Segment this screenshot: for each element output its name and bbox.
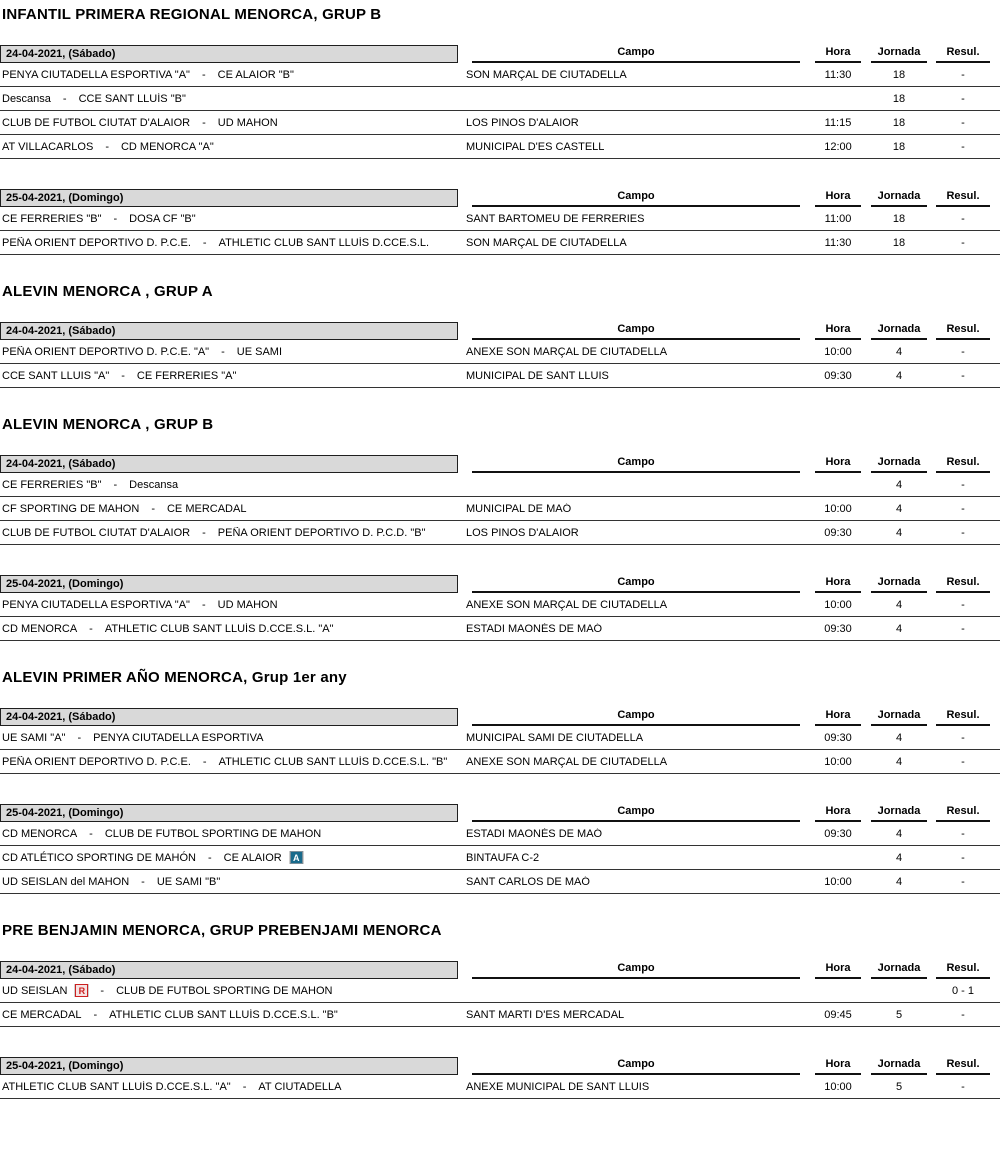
column-header-resul <box>932 323 994 340</box>
column-header-jornada <box>866 805 932 822</box>
table-row <box>0 135 1000 159</box>
date-header: 24-04-2021, (Sábado) <box>0 708 458 726</box>
match-cell <box>0 141 462 153</box>
vs-separator: - <box>105 140 109 153</box>
jornada-cell: 4 <box>895 755 903 768</box>
away-team: CE ALAIOR "B" <box>217 68 294 81</box>
campo-cell: SANT MARTI D'ES MERCADAL <box>466 1008 625 1021</box>
a-badge-icon: A <box>290 851 303 864</box>
home-team: UE SAMI "A" <box>2 731 66 744</box>
campo-cell: ESTADI MAONÉS DE MAÓ <box>466 827 603 840</box>
resul-cell: - <box>961 478 965 491</box>
column-header-hora <box>810 1058 866 1075</box>
hora-cell: 09:30 <box>824 526 852 539</box>
campo-cell: ANEXE SON MARÇAL DE CIUTADELLA <box>466 598 668 611</box>
vs-separator: - <box>221 345 225 358</box>
home-team: CF SPORTING DE MAHON <box>2 502 140 515</box>
match-cell <box>0 346 462 358</box>
table-row <box>0 726 1000 750</box>
table-row <box>0 870 1000 894</box>
vs-separator: - <box>202 755 207 768</box>
fixture-table <box>0 1055 1000 1099</box>
column-header-resul <box>932 962 994 979</box>
away-team: PENYA CIUTADELLA ESPORTIVA <box>93 731 264 744</box>
jornada-cell: 4 <box>895 598 903 611</box>
column-header-label-jornada: Jornada <box>871 962 927 979</box>
hora-cell: 11:00 <box>824 212 852 225</box>
table-row <box>0 340 1000 364</box>
date-header: 24-04-2021, (Sábado) <box>0 45 458 63</box>
resul-cell: - <box>961 827 965 840</box>
match-cell <box>0 851 462 864</box>
campo-cell: MUNICIPAL DE SANT LLUIS <box>466 369 609 382</box>
vs-separator: - <box>201 68 206 81</box>
hora-cell: 11:30 <box>824 236 852 249</box>
home-team: PEÑA ORIENT DEPORTIVO D. P.C.E. "A" <box>2 345 210 358</box>
vs-separator: - <box>202 236 207 249</box>
column-header-campo <box>462 576 810 593</box>
match-cell <box>0 117 462 129</box>
away-team: UD MAHON <box>217 116 278 129</box>
campo-cell: SANT CARLOS DE MAÓ <box>466 875 590 888</box>
column-header-hora <box>810 805 866 822</box>
campo-cell: ANEXE SON MARÇAL DE CIUTADELLA <box>466 755 668 768</box>
away-team: ATHLETIC CLUB SANT LLUÍS D.CCE.S.L. "B" <box>218 755 448 768</box>
column-header-jornada <box>866 323 932 340</box>
column-header-label-resul: Resul. <box>936 46 990 63</box>
table-header-row <box>0 320 1000 340</box>
away-team: ATHLETIC CLUB SANT LLUÍS D.CCE.S.L. <box>218 236 430 249</box>
column-header-label-hora: Hora <box>815 709 861 726</box>
column-header-label-hora: Hora <box>815 190 861 207</box>
jornada-cell: 18 <box>892 236 906 249</box>
away-team: ATHLETIC CLUB SANT LLUÍS D.CCE.S.L. "A" <box>104 622 334 635</box>
campo-cell: MUNICIPAL SAMI DE CIUTADELLA <box>466 731 644 744</box>
column-header-jornada <box>866 456 932 473</box>
campo-cell: BINTAUFA C-2 <box>466 851 540 864</box>
table-row <box>0 1075 1000 1099</box>
jornada-cell: 18 <box>892 140 906 153</box>
table-row <box>0 979 1000 1003</box>
home-team: CE FERRERIES "B" <box>2 212 102 225</box>
match-cell <box>0 1081 462 1093</box>
table-header-row <box>0 1055 1000 1075</box>
column-header-label-campo: Campo <box>472 456 800 473</box>
fixture-table <box>0 453 1000 545</box>
table-row <box>0 521 1000 545</box>
vs-separator: - <box>89 622 93 635</box>
table-row <box>0 231 1000 255</box>
campo-cell: MUNICIPAL D'ES CASTELL <box>466 140 605 153</box>
column-header-label-jornada: Jornada <box>871 46 927 63</box>
home-team: ATHLETIC CLUB SANT LLUÍS D.CCE.S.L. "A" <box>2 1080 231 1093</box>
match-cell <box>0 213 462 225</box>
table-header-row <box>0 573 1000 593</box>
column-header-jornada <box>866 1058 932 1075</box>
column-header-label-campo: Campo <box>472 962 800 979</box>
jornada-cell: 18 <box>892 116 906 129</box>
match-cell <box>0 237 462 249</box>
away-team: CE MERCADAL <box>166 502 247 515</box>
resul-cell: - <box>961 236 965 249</box>
home-team: UD SEISLAN del MAHON <box>2 875 130 888</box>
hora-cell: 09:30 <box>824 622 852 635</box>
fixture-table <box>0 802 1000 894</box>
vs-separator: - <box>89 827 93 840</box>
resul-cell: - <box>961 212 965 225</box>
fixture-table <box>0 187 1000 255</box>
resul-cell: - <box>961 369 965 382</box>
column-header-hora <box>810 46 866 63</box>
table-header-row <box>0 43 1000 63</box>
vs-separator: - <box>242 1080 247 1093</box>
column-header-label-jornada: Jornada <box>871 1058 927 1075</box>
vs-separator: - <box>201 598 206 611</box>
vs-separator: - <box>62 92 67 105</box>
table-row <box>0 846 1000 870</box>
match-cell <box>0 479 462 491</box>
column-header-label-resul: Resul. <box>936 190 990 207</box>
away-team: CD MENORCA "A" <box>120 140 214 153</box>
vs-separator: - <box>93 1008 98 1021</box>
away-team: UE SAMI <box>236 345 282 358</box>
match-cell <box>0 876 462 888</box>
match-cell <box>0 1009 462 1021</box>
campo-cell: LOS PINOS D'ALAIOR <box>466 116 579 129</box>
column-header-campo <box>462 323 810 340</box>
fixture-table <box>0 573 1000 641</box>
match-cell <box>0 503 462 515</box>
jornada-cell: 18 <box>892 68 906 81</box>
table-row <box>0 1003 1000 1027</box>
hora-cell: 10:00 <box>824 598 852 611</box>
home-team: CD MENORCA <box>2 622 78 635</box>
column-header-hora <box>810 962 866 979</box>
match-cell <box>0 370 462 382</box>
column-header-label-hora: Hora <box>815 805 861 822</box>
table-row <box>0 750 1000 774</box>
home-team: AT VILLACARLOS <box>2 140 94 153</box>
away-team: CE FERRERIES "A" <box>136 369 237 382</box>
column-header-hora <box>810 190 866 207</box>
r-badge-icon: R <box>75 984 88 997</box>
match-cell <box>0 828 462 840</box>
fixture-table <box>0 706 1000 774</box>
hora-cell: 09:45 <box>824 1008 852 1021</box>
resul-cell: - <box>961 851 965 864</box>
resul-cell: - <box>961 140 965 153</box>
hora-cell: 10:00 <box>824 755 852 768</box>
column-header-jornada <box>866 709 932 726</box>
table-header-row <box>0 187 1000 207</box>
section-title: ALEVIN MENORCA , GRUP A <box>2 283 213 300</box>
column-header-label-jornada: Jornada <box>871 805 927 822</box>
column-header-campo <box>462 962 810 979</box>
away-team: DOSA CF "B" <box>129 212 196 225</box>
column-header-jornada <box>866 190 932 207</box>
away-team: AT CIUTADELLA <box>258 1080 342 1093</box>
column-header-campo <box>462 805 810 822</box>
hora-cell: 09:30 <box>824 731 852 744</box>
column-header-resul <box>932 46 994 63</box>
section-title: PRE BENJAMIN MENORCA, GRUP PREBENJAMI MENORCA <box>2 922 442 939</box>
vs-separator: - <box>77 731 82 744</box>
table-row <box>0 63 1000 87</box>
column-header-label-campo: Campo <box>472 1058 800 1075</box>
match-cell <box>0 93 462 105</box>
home-team: PEÑA ORIENT DEPORTIVO D. P.C.E. <box>2 755 191 768</box>
column-header-hora <box>810 323 866 340</box>
home-team: CCE SANT LLUIS "A" <box>2 369 110 382</box>
match-cell <box>0 732 462 744</box>
table-row <box>0 497 1000 521</box>
home-team: CE FERRERIES "B" <box>2 478 102 491</box>
column-header-jornada <box>866 576 932 593</box>
hora-cell: 10:00 <box>824 875 852 888</box>
jornada-cell: 4 <box>895 345 903 358</box>
away-team: CCE SANT LLUÍS "B" <box>78 92 186 105</box>
table-row <box>0 364 1000 388</box>
table-row <box>0 473 1000 497</box>
vs-separator: - <box>113 478 118 491</box>
table-row <box>0 111 1000 135</box>
column-header-label-resul: Resul. <box>936 323 990 340</box>
jornada-cell: 4 <box>895 827 903 840</box>
away-team: Descansa <box>129 478 179 491</box>
table-header-row <box>0 802 1000 822</box>
home-team: UD SEISLAN <box>2 984 68 997</box>
column-header-label-campo: Campo <box>472 46 800 63</box>
column-header-label-resul: Resul. <box>936 576 990 593</box>
home-team: PEÑA ORIENT DEPORTIVO D. P.C.E. <box>2 236 191 249</box>
jornada-cell: 4 <box>895 875 903 888</box>
home-team: CE MERCADAL <box>2 1008 82 1021</box>
column-header-campo <box>462 1058 810 1075</box>
away-team: CLUB DE FUTBOL SPORTING DE MAHON <box>116 984 333 997</box>
column-header-label-campo: Campo <box>472 190 800 207</box>
table-row <box>0 822 1000 846</box>
column-header-label-resul: Resul. <box>936 456 990 473</box>
date-header: 24-04-2021, (Sábado) <box>0 455 458 473</box>
resul-cell: - <box>961 92 965 105</box>
column-header-label-hora: Hora <box>815 456 861 473</box>
column-header-resul <box>932 576 994 593</box>
match-cell <box>0 527 462 539</box>
hora-cell: 10:00 <box>824 345 852 358</box>
column-header-campo <box>462 46 810 63</box>
column-header-jornada <box>866 962 932 979</box>
column-header-label-jornada: Jornada <box>871 576 927 593</box>
away-team: PEÑA ORIENT DEPORTIVO D. P.C.D. "B" <box>217 526 426 539</box>
campo-cell: LOS PINOS D'ALAIOR <box>466 526 579 539</box>
resul-cell: - <box>961 116 965 129</box>
column-header-label-resul: Resul. <box>936 709 990 726</box>
jornada-cell: 5 <box>895 1080 903 1093</box>
resul-cell: - <box>961 622 965 635</box>
hora-cell: 10:00 <box>824 1080 852 1093</box>
fixture-table <box>0 959 1000 1027</box>
resul-cell: - <box>961 755 965 768</box>
home-team: PENYA CIUTADELLA ESPORTIVA "A" <box>2 68 190 81</box>
resul-cell: 0 - 1 <box>951 984 974 997</box>
column-header-jornada <box>866 46 932 63</box>
date-header: 24-04-2021, (Sábado) <box>0 961 458 979</box>
resul-cell: - <box>961 1008 965 1021</box>
column-header-label-jornada: Jornada <box>871 456 927 473</box>
away-team: UE SAMI "B" <box>156 875 221 888</box>
column-header-label-hora: Hora <box>815 1058 861 1075</box>
date-header: 25-04-2021, (Domingo) <box>0 575 458 593</box>
resul-cell: - <box>961 875 965 888</box>
column-header-resul <box>932 709 994 726</box>
jornada-cell: 4 <box>895 478 903 491</box>
column-header-label-hora: Hora <box>815 46 861 63</box>
column-header-label-jornada: Jornada <box>871 323 927 340</box>
hora-cell: 09:30 <box>824 369 852 382</box>
column-header-label-jornada: Jornada <box>871 190 927 207</box>
column-header-campo <box>462 456 810 473</box>
away-team: ATHLETIC CLUB SANT LLUÍS D.CCE.S.L. "B" <box>109 1008 338 1021</box>
resul-cell: - <box>961 526 965 539</box>
campo-cell: ANEXE MUNICIPAL DE SANT LLUIS <box>466 1080 650 1093</box>
match-cell <box>0 599 462 611</box>
section-title: ALEVIN MENORCA , GRUP B <box>2 416 214 433</box>
campo-cell: SON MARÇAL DE CIUTADELLA <box>466 68 627 81</box>
jornada-cell: 18 <box>892 92 906 105</box>
column-header-label-campo: Campo <box>472 709 800 726</box>
vs-separator: - <box>202 116 206 129</box>
jornada-cell: 4 <box>895 622 903 635</box>
table-header-row <box>0 453 1000 473</box>
campo-cell: SANT BARTOMEU DE FERRERIES <box>466 212 645 225</box>
resul-cell: - <box>961 502 965 515</box>
vs-separator: - <box>207 851 212 864</box>
resul-cell: - <box>961 68 965 81</box>
column-header-hora <box>810 456 866 473</box>
column-header-label-campo: Campo <box>472 805 800 822</box>
jornada-cell: 5 <box>895 1008 903 1021</box>
match-cell <box>0 69 462 81</box>
match-cell <box>0 756 462 768</box>
home-team: Descansa <box>2 92 51 105</box>
column-header-campo <box>462 190 810 207</box>
date-header: 25-04-2021, (Domingo) <box>0 189 458 207</box>
hora-cell: 12:00 <box>824 140 852 153</box>
jornada-cell: 4 <box>895 731 903 744</box>
column-header-resul <box>932 1058 994 1075</box>
table-row <box>0 87 1000 111</box>
date-header: 25-04-2021, (Domingo) <box>0 804 458 822</box>
jornada-cell: 4 <box>895 502 903 515</box>
campo-cell: SON MARÇAL DE CIUTADELLA <box>466 236 627 249</box>
vs-separator: - <box>141 875 145 888</box>
table-row <box>0 207 1000 231</box>
match-cell <box>0 984 462 997</box>
column-header-label-hora: Hora <box>815 962 861 979</box>
jornada-cell: 18 <box>892 212 906 225</box>
resul-cell: - <box>961 1080 965 1093</box>
vs-separator: - <box>151 502 155 515</box>
section-title: ALEVIN PRIMER AÑO MENORCA, Grup 1er any <box>2 669 347 686</box>
jornada-cell: 4 <box>895 369 903 382</box>
hora-cell: 09:30 <box>824 827 852 840</box>
resul-cell: - <box>961 598 965 611</box>
campo-cell: ANEXE SON MARÇAL DE CIUTADELLA <box>466 345 668 358</box>
column-header-hora <box>810 709 866 726</box>
resul-cell: - <box>961 345 965 358</box>
away-team: CE ALAIOR <box>223 851 282 864</box>
table-header-row <box>0 706 1000 726</box>
vs-separator: - <box>100 984 105 997</box>
date-header: 24-04-2021, (Sábado) <box>0 322 458 340</box>
home-team: CLUB DE FUTBOL CIUTAT D'ALAIOR <box>2 526 191 539</box>
column-header-hora <box>810 576 866 593</box>
column-header-label-resul: Resul. <box>936 805 990 822</box>
column-header-label-campo: Campo <box>472 576 800 593</box>
column-header-resul <box>932 190 994 207</box>
fixture-table <box>0 320 1000 388</box>
jornada-cell: 4 <box>895 851 903 864</box>
home-team: CLUB DE FUTBOL CIUTAT D'ALAIOR <box>2 116 191 129</box>
campo-cell: MUNICIPAL DE MAÓ <box>466 502 572 515</box>
away-team: UD MAHON <box>217 598 278 611</box>
column-header-resul <box>932 805 994 822</box>
column-header-label-hora: Hora <box>815 576 861 593</box>
fixture-table <box>0 43 1000 159</box>
table-row <box>0 593 1000 617</box>
home-team: CD MENORCA <box>2 827 78 840</box>
match-cell <box>0 623 462 635</box>
column-header-label-resul: Resul. <box>936 962 990 979</box>
column-header-label-resul: Resul. <box>936 1058 990 1075</box>
column-header-campo <box>462 709 810 726</box>
vs-separator: - <box>121 369 125 382</box>
column-header-label-campo: Campo <box>472 323 800 340</box>
home-team: PENYA CIUTADELLA ESPORTIVA "A" <box>2 598 190 611</box>
away-team: CLUB DE FUTBOL SPORTING DE MAHON <box>104 827 322 840</box>
hora-cell: 11:30 <box>824 68 852 81</box>
vs-separator: - <box>113 212 118 225</box>
column-header-label-jornada: Jornada <box>871 709 927 726</box>
hora-cell: 11:15 <box>824 116 852 129</box>
section-title: INFANTIL PRIMERA REGIONAL MENORCA, GRUP B <box>2 6 382 23</box>
vs-separator: - <box>202 526 206 539</box>
hora-cell: 10:00 <box>824 502 852 515</box>
column-header-label-hora: Hora <box>815 323 861 340</box>
home-team: CD ATLÉTICO SPORTING DE MAHÓN <box>2 851 196 864</box>
table-row <box>0 617 1000 641</box>
table-header-row <box>0 959 1000 979</box>
campo-cell: ESTADI MAONÉS DE MAÓ <box>466 622 603 635</box>
jornada-cell: 4 <box>895 526 903 539</box>
date-header: 25-04-2021, (Domingo) <box>0 1057 458 1075</box>
resul-cell: - <box>961 731 965 744</box>
column-header-resul <box>932 456 994 473</box>
